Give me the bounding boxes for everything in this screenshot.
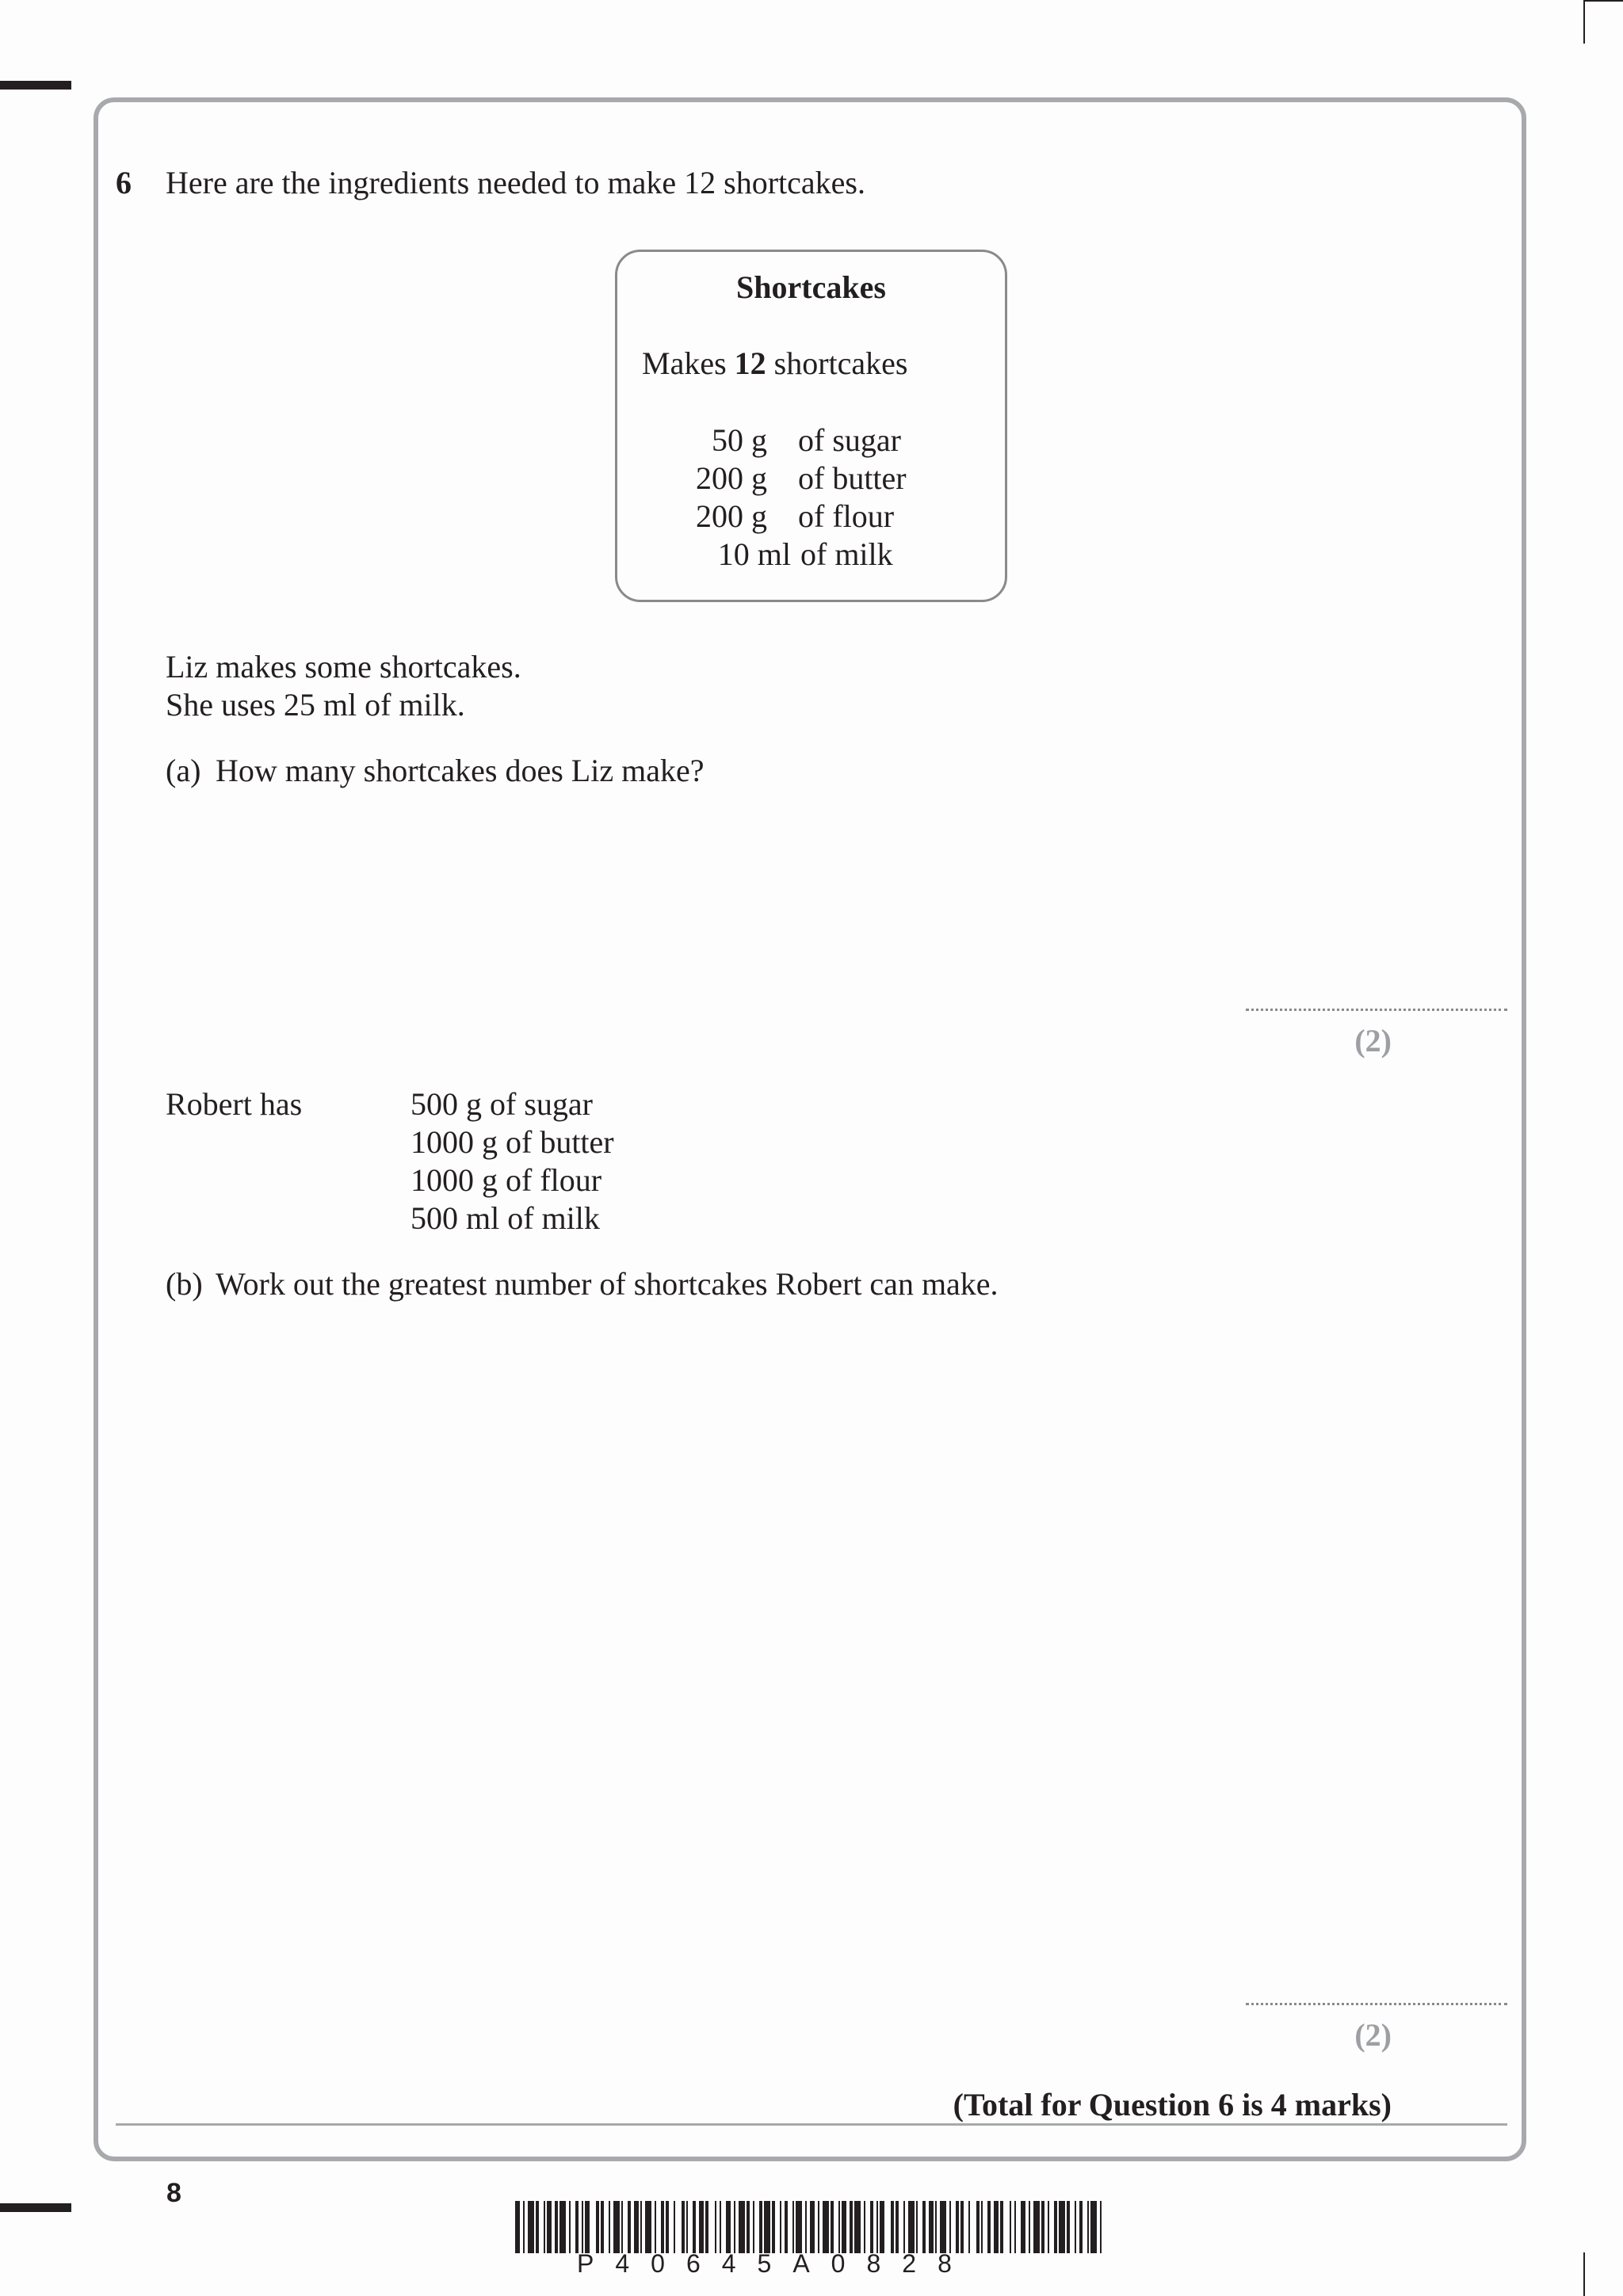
crop-mark-top-vertical bbox=[1583, 0, 1585, 44]
barcode-digits: P40645A0828 bbox=[577, 2249, 973, 2278]
ingredient-item: of flour bbox=[798, 498, 895, 534]
part-b-label: (b) bbox=[166, 1266, 203, 1302]
recipe-makes-count: 12 bbox=[734, 345, 766, 381]
registration-mark-top bbox=[0, 81, 71, 90]
total-marks: (Total for Question 6 is 4 marks) bbox=[953, 2087, 1392, 2122]
recipe-makes bbox=[642, 345, 907, 383]
part-a-marks: (2) bbox=[1354, 1023, 1392, 1058]
recipe-makes-prefix: Makes bbox=[642, 345, 727, 381]
part-a-answer-line[interactable] bbox=[1246, 1009, 1507, 1011]
ingredient-item: of butter bbox=[798, 460, 907, 496]
question-number: 6 bbox=[116, 165, 132, 200]
page-number: 8 bbox=[166, 2178, 181, 2208]
ingredient-amount: 200 g bbox=[696, 460, 767, 496]
part-b-question: Work out the greatest number of shortcakes Robert can make. bbox=[216, 1266, 999, 1302]
ingredient-amount: 10 ml bbox=[717, 536, 791, 572]
ingredient-amount: 200 g bbox=[696, 498, 767, 534]
robert-label: Robert has bbox=[166, 1086, 303, 1122]
part-a-label: (a) bbox=[166, 753, 201, 788]
crop-mark-bottom-vertical bbox=[1583, 2252, 1585, 2296]
ingredient-amount: 50 g bbox=[712, 422, 767, 458]
part-b-marks: (2) bbox=[1354, 2017, 1392, 2053]
question-intro: Here are the ingredients needed to make 12 shortcakes. bbox=[166, 165, 865, 200]
robert-item: 500 ml of milk bbox=[411, 1200, 600, 1236]
part-b-answer-line[interactable] bbox=[1246, 2003, 1507, 2005]
liz-line-2: She uses 25 ml of milk. bbox=[166, 687, 465, 723]
robert-item: 1000 g of butter bbox=[411, 1124, 614, 1160]
recipe-title: Shortcakes bbox=[736, 269, 886, 305]
robert-item: 1000 g of flour bbox=[411, 1162, 602, 1198]
total-rule bbox=[116, 2123, 1507, 2126]
liz-line-1: Liz makes some shortcakes. bbox=[166, 649, 521, 685]
registration-mark-bottom bbox=[0, 2203, 71, 2212]
crop-mark-top-horizontal bbox=[1583, 0, 1623, 2]
robert-item: 500 g of sugar bbox=[411, 1086, 593, 1122]
ingredient-item: of sugar bbox=[798, 422, 901, 458]
recipe-makes-suffix: shortcakes bbox=[773, 345, 908, 381]
ingredient-item: of milk bbox=[800, 536, 893, 572]
part-a-question: How many shortcakes does Liz make? bbox=[216, 753, 705, 788]
barcode-image bbox=[515, 2201, 1103, 2253]
